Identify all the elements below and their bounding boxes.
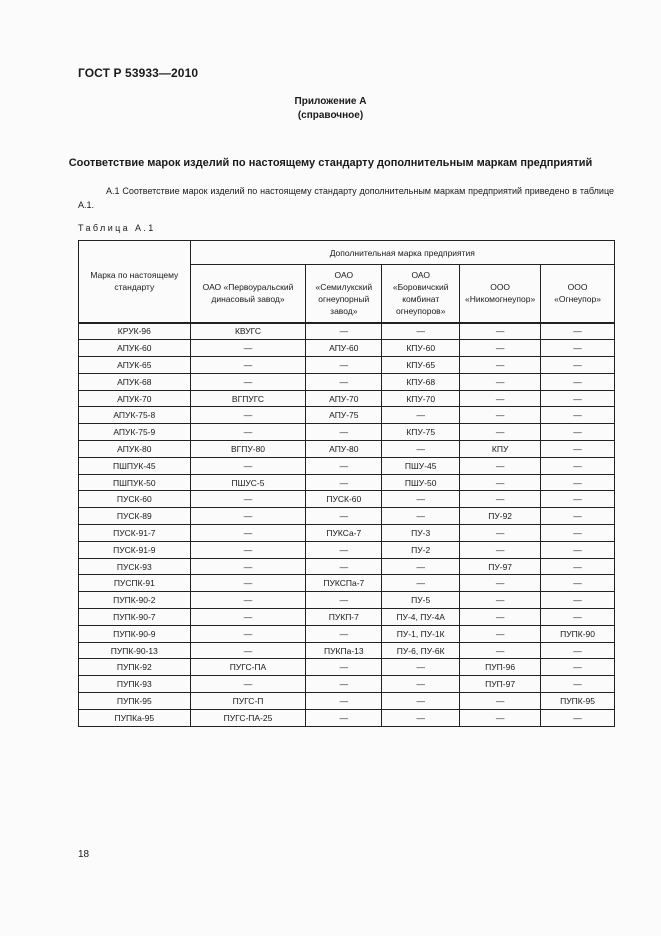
cell-company-brand: — [306,676,382,693]
cell-company-brand: — [306,709,382,726]
cell-company-brand: — [541,407,615,424]
cell-company-brand: — [382,491,460,508]
table-row [79,407,615,424]
cell-company-brand: — [541,474,615,491]
cell-company-brand: — [541,575,615,592]
table-row [79,508,615,525]
table-row [79,491,615,508]
cell-company-brand: АПУ-70 [306,390,382,407]
header-company: ОАО «Боровичский комбинат огнеупоров» [382,265,460,323]
cell-company-brand: — [382,323,460,340]
cell-company-brand: КПУ-60 [382,340,460,357]
cell-company-brand: ПУ-2 [382,541,460,558]
header-company: ОАО «Семилукский огнеупорный завод» [306,265,382,323]
cell-company-brand: — [190,508,306,525]
table-row [79,340,615,357]
cell-standard-brand: ПУСК-91-9 [79,541,191,558]
table-row [79,575,615,592]
cell-company-brand: ПУГС-П [190,693,306,710]
cell-company-brand: — [306,457,382,474]
cell-standard-brand: ПУСК-91-7 [79,525,191,542]
cell-company-brand: КВУГС [190,323,306,340]
cell-company-brand: — [460,541,541,558]
cell-company-brand: — [541,659,615,676]
table-row [79,558,615,575]
cell-company-brand: ПУКСа-7 [306,525,382,542]
cell-company-brand: — [460,357,541,374]
cell-company-brand: — [306,558,382,575]
table-row [79,441,615,458]
brands-table [78,240,615,727]
cell-company-brand: ВГПУ-80 [190,441,306,458]
cell-company-brand: — [382,407,460,424]
cell-company-brand: КПУ-68 [382,373,460,390]
cell-company-brand: — [541,357,615,374]
cell-company-brand: — [460,390,541,407]
table-row [79,693,615,710]
table-row [79,525,615,542]
appendix-title: Приложение А [294,96,367,107]
cell-company-brand: — [382,558,460,575]
cell-company-brand: ПУКСПа-7 [306,575,382,592]
cell-company-brand: — [541,592,615,609]
cell-company-brand: — [541,642,615,659]
cell-company-brand: ПУ-92 [460,508,541,525]
cell-company-brand: ПУПК-90 [541,625,615,642]
cell-standard-brand: АПУК-80 [79,441,191,458]
cell-company-brand: ПУПК-95 [541,693,615,710]
cell-company-brand: — [190,592,306,609]
cell-company-brand: КПУ-65 [382,357,460,374]
cell-company-brand: — [460,373,541,390]
cell-company-brand: — [306,474,382,491]
cell-company-brand: — [541,525,615,542]
cell-company-brand: — [306,625,382,642]
cell-company-brand: — [190,625,306,642]
table-body [79,323,615,727]
cell-standard-brand: АПУК-60 [79,340,191,357]
cell-company-brand: — [460,424,541,441]
table-row [79,357,615,374]
cell-company-brand: — [190,575,306,592]
document-code: ГОСТ Р 53933—2010 [78,66,199,80]
cell-standard-brand: ПШПУК-50 [79,474,191,491]
cell-company-brand: — [382,693,460,710]
cell-company-brand: — [190,676,306,693]
cell-company-brand: ПУКП-7 [306,609,382,626]
intro-paragraph: А.1 Соответствие марок изделий по настоящему стандарту дополнительным маркам предприятий приведено в таблице А.1. [78,186,614,210]
table-row [79,541,615,558]
cell-company-brand: ПУ-5 [382,592,460,609]
cell-standard-brand: КРУК-96 [79,323,191,340]
table-row [79,709,615,726]
table-row [79,592,615,609]
cell-company-brand: ПУКПа-13 [306,642,382,659]
cell-company-brand: — [460,525,541,542]
cell-company-brand: — [382,709,460,726]
cell-company-brand: — [460,323,541,340]
cell-company-brand: — [541,609,615,626]
cell-company-brand: — [382,575,460,592]
cell-company-brand: — [460,592,541,609]
table-row [79,323,615,340]
cell-company-brand: — [190,457,306,474]
cell-company-brand: — [382,659,460,676]
cell-company-brand: — [541,541,615,558]
cell-company-brand: ПУ-97 [460,558,541,575]
cell-company-brand: — [460,709,541,726]
cell-company-brand: ПШУ-50 [382,474,460,491]
cell-company-brand: — [460,642,541,659]
table-row [79,390,615,407]
cell-company-brand: — [306,659,382,676]
cell-standard-brand: ПУПК-95 [79,693,191,710]
cell-company-brand: — [190,424,306,441]
table-row [79,659,615,676]
cell-company-brand: — [460,407,541,424]
cell-company-brand: ПУ-1, ПУ-1К [382,625,460,642]
cell-company-brand: — [382,441,460,458]
cell-company-brand: КПУ-75 [382,424,460,441]
cell-standard-brand: ПШПУК-45 [79,457,191,474]
cell-company-brand: — [382,508,460,525]
cell-company-brand: — [190,373,306,390]
cell-company-brand: — [541,508,615,525]
cell-company-brand: КПУ-70 [382,390,460,407]
cell-company-brand: — [190,340,306,357]
cell-standard-brand: АПУК-75-9 [79,424,191,441]
cell-company-brand: — [460,609,541,626]
cell-company-brand: — [541,373,615,390]
table-row [79,642,615,659]
cell-company-brand: — [306,592,382,609]
cell-standard-brand: АПУК-68 [79,373,191,390]
cell-company-brand: — [460,575,541,592]
cell-company-brand: — [460,491,541,508]
cell-company-brand: ПШУ-45 [382,457,460,474]
cell-company-brand: АПУ-80 [306,441,382,458]
header-company: ОАО «Первоуральский динасовый завод» [190,265,306,323]
cell-company-brand: — [541,340,615,357]
header-company: ООО «Огнеупор» [541,265,615,323]
cell-company-brand: — [306,541,382,558]
cell-company-brand: ПУГС-ПА [190,659,306,676]
cell-company-brand: — [460,457,541,474]
header-company: ООО «Никомогнеупор» [460,265,541,323]
cell-standard-brand: ПУПК-93 [79,676,191,693]
cell-company-brand: ПУГС-ПА-25 [190,709,306,726]
cell-standard-brand: ПУСК-89 [79,508,191,525]
cell-standard-brand: ПУСК-60 [79,491,191,508]
cell-company-brand: ПШУС-5 [190,474,306,491]
cell-company-brand: — [541,558,615,575]
table-row [79,676,615,693]
cell-company-brand: ПУП-96 [460,659,541,676]
cell-standard-brand: ПУСК-93 [79,558,191,575]
cell-company-brand: ПУП-97 [460,676,541,693]
cell-standard-brand: АПУК-75-8 [79,407,191,424]
cell-standard-brand: ПУПК-90-7 [79,609,191,626]
cell-company-brand: — [190,609,306,626]
table-row [79,424,615,441]
cell-standard-brand: ПУПКа-95 [79,709,191,726]
cell-company-brand: — [460,693,541,710]
cell-company-brand: КПУ [460,441,541,458]
cell-company-brand: — [541,424,615,441]
appendix-heading [0,95,661,123]
cell-standard-brand: ПУПК-90-9 [79,625,191,642]
table-row [79,457,615,474]
cell-standard-brand: АПУК-70 [79,390,191,407]
cell-company-brand: — [306,323,382,340]
cell-company-brand: — [306,508,382,525]
cell-company-brand: — [460,625,541,642]
cell-company-brand: — [460,340,541,357]
cell-company-brand: — [306,424,382,441]
cell-company-brand: ПУ-4, ПУ-4А [382,609,460,626]
cell-company-brand: — [382,676,460,693]
cell-company-brand: — [541,676,615,693]
header-company-brand-group: Дополнительная марка предприятия [190,241,614,265]
cell-company-brand: — [190,558,306,575]
table-row [79,609,615,626]
cell-company-brand: ПУ-6, ПУ-6К [382,642,460,659]
cell-company-brand: ПУСК-60 [306,491,382,508]
appendix-subtitle: (справочное) [297,110,364,121]
cell-company-brand: АПУ-75 [306,407,382,424]
cell-company-brand: — [541,457,615,474]
table-row [79,625,615,642]
cell-company-brand: АПУ-60 [306,340,382,357]
cell-company-brand: — [306,357,382,374]
cell-company-brand: — [190,407,306,424]
cell-company-brand: — [190,525,306,542]
cell-company-brand: — [190,642,306,659]
table-row [79,474,615,491]
cell-standard-brand: АПУК-65 [79,357,191,374]
cell-company-brand: — [541,491,615,508]
cell-company-brand: — [190,541,306,558]
cell-company-brand: — [306,693,382,710]
cell-company-brand: — [190,491,306,508]
table-row [79,373,615,390]
table-caption: Таблица А.1 [78,223,156,233]
cell-company-brand: — [190,357,306,374]
cell-standard-brand: ПУСПК-91 [79,575,191,592]
page-number: 18 [78,849,90,860]
cell-company-brand: ПУ-3 [382,525,460,542]
section-title: Соответствие марок изделий по настоящему стандарту дополнительным маркам предприятий [68,157,593,169]
cell-standard-brand: ПУПК-90-13 [79,642,191,659]
cell-company-brand: — [541,709,615,726]
cell-company-brand: — [460,474,541,491]
cell-company-brand: — [541,441,615,458]
cell-company-brand: — [541,390,615,407]
header-standard-brand: Марка по настоящему стандарту [79,241,191,323]
cell-standard-brand: ПУПК-90-2 [79,592,191,609]
cell-company-brand: — [541,323,615,340]
cell-standard-brand: ПУПК-92 [79,659,191,676]
cell-company-brand: — [306,373,382,390]
cell-company-brand: ВГПУГС [190,390,306,407]
